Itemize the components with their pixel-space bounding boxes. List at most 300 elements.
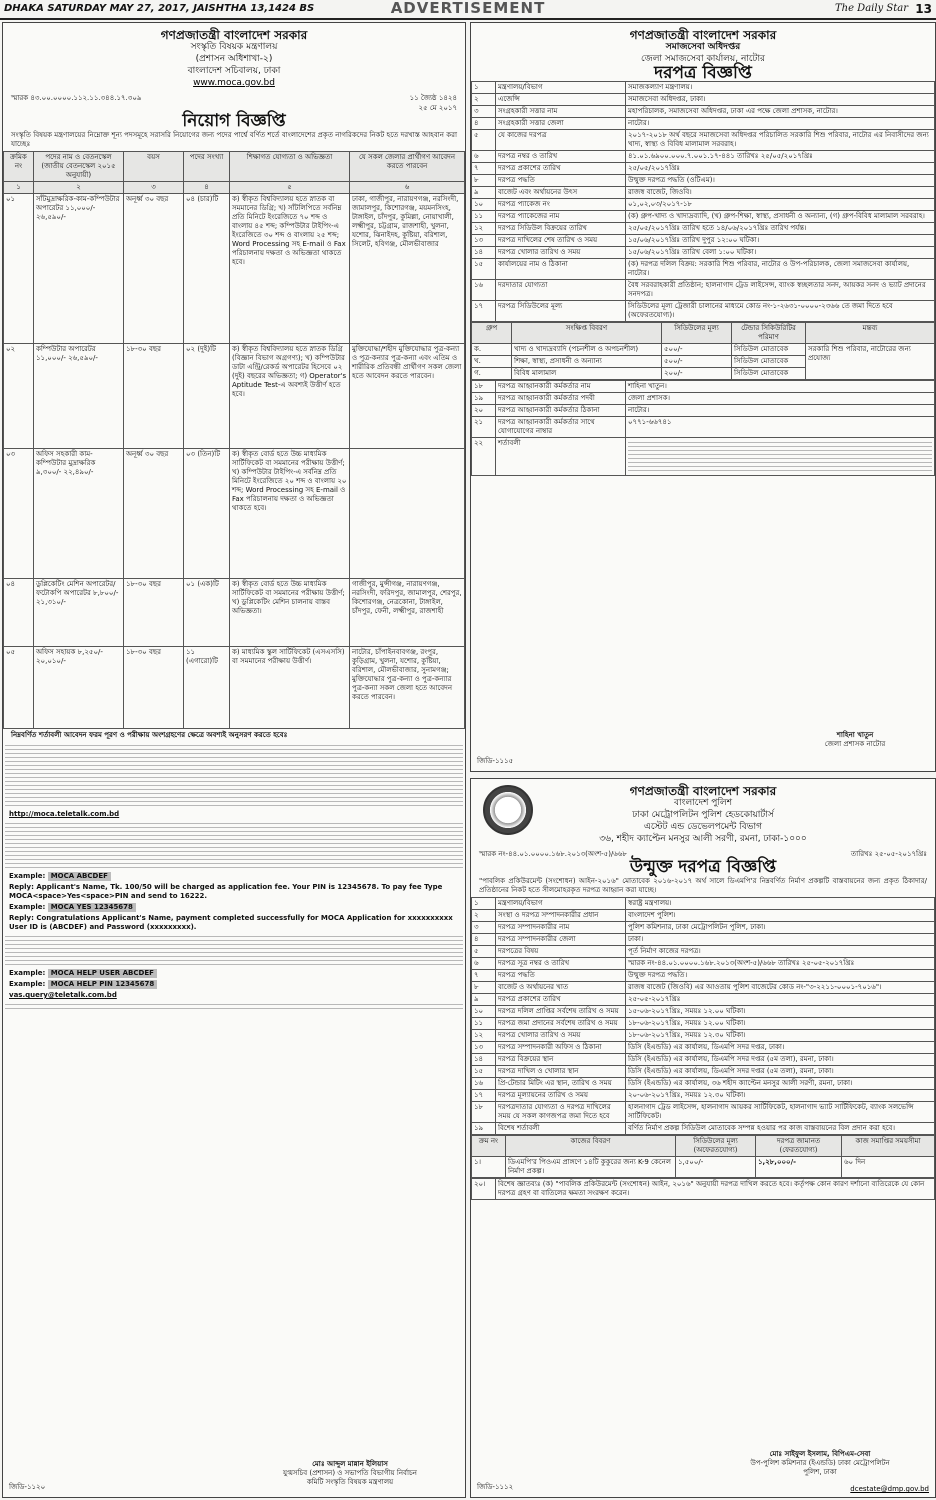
- table-row: [472, 1030, 935, 1042]
- example-sms: MOCA YES 12345678: [48, 903, 136, 912]
- memo-line: [3, 93, 465, 103]
- row-value: রাজস্ব বাজেট (জিওবি) এর আওতায় পুলিশ বাজেটের কোড নং-"৩-২২১১-০০০১-৭০১৬"।: [626, 982, 935, 994]
- row-num: ১৩: [472, 235, 496, 247]
- row-label: যে কাজের দরপত্র: [496, 130, 626, 151]
- row-label: দরপত্র সিডিউল বিক্রয়ের তারিখ: [496, 223, 626, 235]
- work-table: [471, 1135, 935, 1178]
- row-count: ১১ (এগারো)টি: [184, 647, 230, 729]
- row-label: দরপত্র মূল্যায়নের তারিখ ও সময়: [496, 1090, 626, 1102]
- work-col: সিডিউলের মূল্য (অফেরতযোগ্য): [676, 1136, 756, 1157]
- ministry-address: বাংলাদেশ সচিবালয়, ঢাকা: [187, 66, 281, 76]
- row-value: সমাজকল্যাণ মন্ত্রণালয়।: [626, 82, 935, 94]
- notice-title: নিয়োগ বিজ্ঞপ্তি: [182, 111, 286, 131]
- row-value: সমাজসেবা অধিদপ্তর, ঢাকা।: [626, 94, 935, 106]
- police-emblem-icon: [483, 785, 533, 835]
- row-value: [626, 438, 935, 476]
- row-value: পুলিশ কমিশনার, ঢাকা মেট্রোপলিটন পুলিশ, ঢাকা।: [626, 922, 935, 934]
- example-label: Example:: [9, 872, 46, 880]
- table-row: [472, 1018, 935, 1030]
- group-security: সিডিউল মোতাবেক: [732, 344, 806, 356]
- table-row: [472, 922, 935, 934]
- office-name: জেলা সমাজসেবা কার্যালয়, নাটোর: [640, 54, 766, 64]
- row-districts: মুক্তিযোদ্ধা/শহীদ মুক্তিযোদ্ধার পুত্র-কন্যা ও পুত্র-কন্যার পুত্র-কন্যা এবং এতিম ও শারীরিক প্রতিবন্ধী প্রার্থীগণ সকল জেলা হতে আবেদন করতে পারবেন।: [350, 344, 465, 449]
- row-label: দরপত্র প্রকাশের তারিখ: [496, 994, 626, 1006]
- row-value: বর্ণিত নির্মাণ প্রকল্প সিডিউল মোতাবেক সম্পন্ন হওয়ার পর কাজ বাস্তবায়নের বিল প্রদান করা হবে।: [626, 1123, 935, 1135]
- row-num: ২: [472, 94, 496, 106]
- note-num: ২০।: [472, 1179, 496, 1200]
- row-label: দরপত্র আহ্বানকারী কর্মকর্তার পদবী: [496, 393, 626, 405]
- work-col: দরপত্র জামানত (ফেরতযোগ্য): [756, 1136, 842, 1157]
- row-value: ডিসি (ইএন্ডডি) এর কার্যালয়, ডিএমপি সদর দপ্তর (৫ম তলা), রমনা, ঢাকা।: [626, 1066, 935, 1078]
- contact-email-link[interactable]: dcestate@dmp.gov.bd: [850, 1485, 929, 1493]
- row-label: এজেন্সি: [496, 94, 626, 106]
- row-num: ৪: [472, 934, 496, 946]
- row-age: অনূর্ধ্ব ৩০ বছর: [124, 449, 184, 579]
- col-count: পদের সংখ্যা: [184, 152, 230, 182]
- work-price: ১,৫০০/-: [676, 1157, 756, 1178]
- table-row: [4, 647, 465, 729]
- col-num: ১: [4, 182, 34, 194]
- row-value: ২০-০৬-২০১৭খ্রিঃ, সময়ঃ ১২.৩০ ঘটিকা।: [626, 1090, 935, 1102]
- sms-example-1: [3, 871, 465, 882]
- row-value: ১৮-০৬-২০১৭খ্রিঃ, সময়ঃ ১২.৩০ ঘটিকা।: [626, 1030, 935, 1042]
- table-row: [472, 344, 935, 356]
- row-value: ০১,০২,০৩/২০১৭-১৮: [626, 199, 935, 211]
- signer-title: উপ-পুলিশ কমিশনার (ইএন্ডডি) ঢাকা মেট্রোপলিটন পুলিশ, ঢাকা: [750, 1459, 890, 1476]
- table-row: [4, 194, 465, 344]
- group-col: সংক্ষিপ্ত বিবরণ: [512, 323, 662, 344]
- col-districts: যে সকল জেলার প্রার্থীগণ আবেদন করতে পারবেন: [350, 152, 465, 182]
- row-label: দরপত্র দাখিল ও খোলার স্থান: [496, 1066, 626, 1078]
- row-num: ১৭: [472, 301, 496, 322]
- memo-date-en: ২৫ মে ২০১৭: [418, 104, 457, 112]
- table-row: [472, 223, 935, 235]
- help-email-link[interactable]: vas.query@teletalk.com.bd: [9, 991, 117, 999]
- row-qualification: ক) স্বীকৃত বিশ্ববিদ্যালয় হতে স্নাতক বা সমমানের ডিগ্রি; খ) সাঁটলিপিতে সর্বনিম্ন প্রতি মিনিটে ইংরেজিতে ৭০ শব্দ ও বাংলায় ৪৫ শব্দ; কম্পিউটার টাইপিং-এ ইংরেজিতে ৩০ শব্দ ও বাংলায় ২৫ শব্দ; Word Processing সহ E-mail ও Fax পরিচালনায় দক্ষতা ও অভিজ্ঞতা থাকতে হবে।: [230, 194, 350, 344]
- table-row: [4, 579, 465, 647]
- row-post: ডুপ্লিকেটিং মেশিন অপারেটর/ফটোকপি অপারেটর ৮,৮০০/- ২১,৩১০/-: [34, 579, 124, 647]
- row-label: বাজেট এবং অর্থায়নের উৎস: [496, 187, 626, 199]
- row-num: ২০: [472, 405, 496, 417]
- conditions-text-3: [5, 936, 463, 965]
- row-age: ১৮-৩০ বছর: [124, 647, 184, 729]
- group-table: [471, 322, 935, 380]
- row-label: দরপত্রদাতার যোগ্যতা ও দরপত্র দাখিলের সময় যে সকল কাগজপত্র জমা দিতে হবে: [496, 1102, 626, 1123]
- col-num: ৪: [184, 182, 230, 194]
- ad-code: জিডি-১১২০: [9, 1483, 46, 1491]
- row-qualification: ক) স্বীকৃত বোর্ড হতে উচ্চ মাধ্যমিক সার্টিফিকেট বা সমমানের পরীক্ষায় উত্তীর্ণ; খ) ডুপ্লিকেটিং মেশিন চালনায় বাস্তব অভিজ্ঞতা।: [230, 579, 350, 647]
- tender-notice-natore: [470, 22, 936, 772]
- row-label: দরপত্র প্যাকেজের নাম: [496, 211, 626, 223]
- tender-table: [471, 81, 935, 322]
- row-num: ২২: [472, 438, 496, 476]
- row-label: সংগ্রহকারী সত্তার জেলা: [496, 118, 626, 130]
- row-label: দরপত্র আহ্বানকারী কর্মকর্তার সাথে যোগাযোগের নাম্বার: [496, 417, 626, 438]
- row-num: ২: [472, 910, 496, 922]
- row-value: পূর্ত নির্মাণ কাজের দরপত্র।: [626, 946, 935, 958]
- work-col: কাজ সমাপ্তির সময়সীমা: [842, 1136, 935, 1157]
- row-value: স্বরাষ্ট্র মন্ত্রণালয়।: [626, 898, 935, 910]
- row-value: ১৫/০৬/২০১৭খ্রিঃ তারিখ দুপুর ১২:০০ ঘটিকা।: [626, 235, 935, 247]
- group-id: গ.: [472, 368, 512, 380]
- left-signature-block: [275, 1460, 425, 1487]
- row-value: বৈধ সরবরাহকারী প্রতিষ্ঠান; হালনাগাদ ট্রেড লাইসেন্স, ব্যাংক স্বচ্ছলতার সনদ, আয়কর সনদ ও ভ্যাট প্রদানের সনদপত্র।: [626, 280, 935, 301]
- table-row: [472, 235, 935, 247]
- row-label: দরপত্রের বিষয়: [496, 946, 626, 958]
- table-row: [472, 381, 935, 393]
- row-label: দরপত্র দলিল প্রাপ্তির সর্বশেষ তারিখ ও সময়: [496, 1006, 626, 1018]
- row-label: দরপত্র সম্পাদনকারীর জেলা: [496, 934, 626, 946]
- table-row: [472, 247, 935, 259]
- row-value: রাজস্ব বাজেট, জিওবি।: [626, 187, 935, 199]
- row-count: ০২ (দুই)টি: [184, 344, 230, 449]
- row-value: মহাপরিচালক, সমাজসেবা অধিদপ্তর, ঢাকা এর পক্ষে জেলা প্রশাসক, নাটোর।: [626, 106, 935, 118]
- rb-signature-block: [745, 1450, 895, 1477]
- table-row: [472, 199, 935, 211]
- work-col: কাজের বিবরণ: [506, 1136, 676, 1157]
- row-num: ৬: [472, 958, 496, 970]
- row-value: জেলা প্রশাসক।: [626, 393, 935, 405]
- row-serial: ০৪: [4, 579, 34, 647]
- row-value: ৪১.০১.৬৯০০.০০০.৭.০০১.১৭-৪৪১ তারিখঃ ২৫/০৫/২০১৭খ্রিঃ: [626, 151, 935, 163]
- row-label: প্রি-টেন্ডার মিটিং এর স্থান, তারিখ ও সময়: [496, 1078, 626, 1090]
- row-value: সিডিউলের মূল্য ট্রেজারী চালানের মাধ্যমে কোড নং-১-২৬৩১-০০০০-২৩৬৬ তে জমা দিতে হবে (অফেরতযোগ্য)।: [626, 301, 935, 322]
- table-row: [472, 301, 935, 322]
- work-col: ক্রম নং: [472, 1136, 506, 1157]
- example-sms: MOCA ABCDEF: [48, 872, 111, 881]
- special-note: বিশেষ জ্ঞাতব্যঃ (ক) "পাবলিক প্রকিউরমেন্ট (সংশোধন) আইন, ২০১৬" অনুযায়ী দরপত্র দাখিল করতে হবে। কর্তৃপক্ষ কোন কারণ দর্শানো ব্যতিরেকে যে কোন দরপত্র গ্রহণ বা বাতিলের ক্ষমতা সংরক্ষণ করেন।: [496, 1179, 935, 1200]
- group-security: সিডিউল মোতাবেক: [732, 356, 806, 368]
- row-num: ১৭: [472, 1090, 496, 1102]
- gov-heading: গণপ্রজাতন্ত্রী বাংলাদেশ সরকার: [629, 784, 777, 798]
- row-label: দরপত্র আহ্বানকারী কর্মকর্তার ঠিকানা: [496, 405, 626, 417]
- row-value: ২৫/০৫/২০১৭খ্রিঃ: [626, 163, 935, 175]
- sms-example-3: [3, 968, 465, 979]
- row-num: ১২: [472, 1030, 496, 1042]
- row-value: ১৮-০৬-২০১৭খ্রিঃ, সময়ঃ ১২.০০ ঘটিকা।: [626, 1018, 935, 1030]
- row-num: ৫: [472, 130, 496, 151]
- help-email-line: [3, 990, 465, 1001]
- tender-table-2: [471, 380, 935, 476]
- table-row: [472, 1157, 935, 1178]
- row-num: ১৯: [472, 1123, 496, 1135]
- table-row: [472, 211, 935, 223]
- row-num: ৯: [472, 187, 496, 199]
- row-districts: গাজীপুর, মুন্সীগঞ্জ, নারায়ণগঞ্জ, নরসিংদী, ফরিদপুর, জামালপুর, শেরপুর, কিশোরগঞ্জ, নেত্রকোনা, টাঙ্গাইল, চাঁদপুর, ফেনী, লক্ষ্মীপুর, রাজশাহী: [350, 579, 465, 647]
- masthead: [0, 0, 936, 20]
- row-label: দরপত্র সম্পাদনকারীর নাম: [496, 922, 626, 934]
- group-security: সিডিউল মোতাবেক: [732, 368, 806, 380]
- table-row: [472, 982, 935, 994]
- row-label: সংগ্রহকারী সত্তার নাম: [496, 106, 626, 118]
- col-serial: ক্রমিক নং: [4, 152, 34, 182]
- row-num: ১৯: [472, 393, 496, 405]
- row-value: নাটোর।: [626, 118, 935, 130]
- col-num: ৬: [350, 182, 465, 194]
- table-row: [472, 118, 935, 130]
- row-label: দরপত্র পদ্ধতি: [496, 970, 626, 982]
- row-value: হালনাগাদ ট্রেড লাইসেন্স, হালনাগাদ আয়কর সার্টিফিকেট, হালনাগাদ ভ্যাট সার্টিফিকেট, ব্যাংক সলভেন্সি সার্টিফিকেট।: [626, 1102, 935, 1123]
- table-row: [472, 259, 935, 280]
- group-col: গ্রুপ: [472, 323, 512, 344]
- row-value: ঢাকা।: [626, 934, 935, 946]
- row-label: মন্ত্রণালয়/বিভাগ: [496, 898, 626, 910]
- table-row: [4, 449, 465, 579]
- tender-intro: "পাবলিক প্রকিউরমেন্ট (সংশোধন) আইন-২০১৬" মোতাবেক ২০১৬-২০১৭ অর্থ সালে ডিএমপি'র নিম্নবর্ণিত নির্মাণ প্রকল্পটি বাস্তবায়নের জন্য প্রকৃত ঠিকাদার/প্রতিষ্ঠানের নিকট হতে সীলমোহরকৃত দরপত্র আহ্বান করা যাচ্ছে।: [479, 877, 927, 894]
- row-value: (ক) গ্রুপ-খাদ্য ও খাদ্যদ্রব্যাদি, (খ) গ্রুপ-শিক্ষা, স্বাস্থ্য, প্রসাধনী ও অন্যান্য, (গ) গ্রুপ-বিবিধ মালামাল সরবরাহ।: [626, 211, 935, 223]
- group-desc: বিবিধ মালামাল: [512, 368, 662, 380]
- row-label: দরপত্র প্রকাশের তারিখ: [496, 163, 626, 175]
- row-label: দরপত্র প্যাকেজ নং: [496, 199, 626, 211]
- row-label: দরপত্র খোলার তারিখ ও সময়: [496, 247, 626, 259]
- unit-name: এস্টেট এন্ড ডেভেলপমেন্ট বিভাগ: [643, 822, 763, 832]
- row-label: কার্যালয়ের নাম ও ঠিকানা: [496, 259, 626, 280]
- signer-name: শাহিনা খাতুন: [836, 731, 874, 739]
- signer-name: মোঃ আব্দুল মান্নান ইলিয়াস: [312, 1460, 388, 1468]
- tender-notice-dmp: [470, 778, 936, 1498]
- hq-address: ৩৬, শহীদ ক্যাপ্টেন মনসুর আলী সরণী, রমনা, ঢাকা-১০০০: [599, 834, 807, 844]
- paper-name: The Daily Star: [834, 3, 908, 14]
- row-num: ১৮: [472, 381, 496, 393]
- row-num: ১২: [472, 223, 496, 235]
- sms-example-2: [3, 902, 465, 913]
- table-row: [472, 1066, 935, 1078]
- sms-reply-2: Reply: Congratulations Applicant's Name, payment completed successfully for MOCA Application for xxxxxxxxxx User ID is (ABCDEF) and Password (xxxxxxxxx).: [9, 914, 453, 931]
- row-num: ১৫: [472, 259, 496, 280]
- ministry-website-link[interactable]: www.moca.gov.bd: [193, 78, 275, 88]
- row-label: দরপত্র দাখিলের শেষ তারিখ ও সময়: [496, 235, 626, 247]
- dmp-tender-table: [471, 897, 935, 1135]
- tender-title: উন্মুক্ত দরপত্র বিজ্ঞপ্তি: [629, 857, 777, 877]
- signer-name: মোঃ সাইফুল ইসলাম, বিপিএম-সেবা: [769, 1450, 871, 1458]
- row-num: ১৬: [472, 280, 496, 301]
- row-num: ১৪: [472, 247, 496, 259]
- row-label: দরদাতার যোগ্যতা: [496, 280, 626, 301]
- row-num: ৩: [472, 106, 496, 118]
- conditions-text-2: [5, 823, 463, 868]
- row-districts: ঢাকা, গাজীপুর, নারায়ণগঞ্জ, নরসিংদী, জামালপুর, কিশোরগঞ্জ, ময়মনসিংহ, টাঙ্গাইল, চাঁদপুর, কুমিল্লা, নোয়াখালী, লক্ষ্মীপুর, চট্টগ্রাম, রাজশাহী, খুলনা, যশোর, ঝিনাইদহ, কুষ্টিয়া, বরিশাল, সিলেট, হবিগঞ্জ, মৌলভীবাজার: [350, 194, 465, 344]
- group-col: টেন্ডার সিকিউরিটির পরিমাণ: [732, 323, 806, 344]
- online-site-line: [3, 809, 465, 820]
- row-age: ১৮-৩০ বছর: [124, 344, 184, 449]
- row-value: শাহিনা খাতুন।: [626, 381, 935, 393]
- row-value: ২৫/০৫/২০১৭খ্রিঃ তারিখ হতে ১৪/০৬/২০১৭খ্রিঃ তারিখ পর্যন্ত।: [626, 223, 935, 235]
- row-value: স্মারক নং-৪৪.০১.০০০০.১৬৮.২০১৩(অংশ-৫)/৬৬৮ তারিখঃ ২৫-০৫-২০১৭খ্রিঃ: [626, 958, 935, 970]
- table-row: [472, 280, 935, 301]
- example-label: Example:: [9, 980, 46, 988]
- department-name: বাংলাদেশ পুলিশ: [673, 798, 733, 808]
- row-label: দরপত্র নম্বর ও তারিখ: [496, 151, 626, 163]
- table-row: [472, 405, 935, 417]
- group-remark: সরকারি শিশু পরিবার, নাটোরের জন্য প্রযোজ্য: [806, 344, 935, 380]
- work-duration: ৬০ দিন: [842, 1157, 935, 1178]
- row-label: দরপত্র সম্পাদনকারী অফিস ও ঠিকানা: [496, 1042, 626, 1054]
- row-label: দরপত্র আহ্বানকারী কর্মকর্তার নাম: [496, 381, 626, 393]
- row-num: ৭: [472, 163, 496, 175]
- row-districts: [350, 449, 465, 579]
- table-row: [472, 106, 935, 118]
- table-row: [472, 970, 935, 982]
- row-label: বিশেষ শর্তাবলী: [496, 1123, 626, 1135]
- row-qualification: ক) মাধ্যমিক স্কুল সার্টিফিকেট (এসএসসি) বা সমমানের পরীক্ষায় উত্তীর্ণ।: [230, 647, 350, 729]
- signer-title: যুগ্মসচিব (প্রশাসন) ও সভাপতি বিভাগীয় নির্বাচন কমিটি সংস্কৃতি বিষয়ক মন্ত্রণালয়: [283, 1469, 417, 1486]
- col-post: পদের নাম ও বেতনস্কেল (জাতীয় বেতনস্কেল ২০১৫ অনুযায়ী): [34, 152, 124, 182]
- row-num: ১: [472, 82, 496, 94]
- row-qualification: ক) স্বীকৃত বোর্ড হতে উচ্চ মাধ্যমিক সার্টিফিকেট বা সমমানের পরীক্ষায় উত্তীর্ণ; খ) কম্পিউটার টাইপিং-এ সর্বনিম্ন প্রতি মিনিটে ইংরেজিতে ২০ শব্দ ও বাংলায় ২০ শব্দ; Word Processing সহ E-mail ও Fax পরিচালনায় দক্ষতা ও অভিজ্ঞতা থাকতে হবে।: [230, 449, 350, 579]
- gov-heading: গণপ্রজাতন্ত্রী বাংলাদেশ সরকার: [160, 28, 308, 42]
- table-row: [472, 910, 935, 922]
- row-value: ডিসি (ইএন্ডডি) এর কার্যালয়, ৩৬ শহীদ ক্যাপ্টেন মনসুর আলী সরণী, রমনা, ঢাকা।: [626, 1078, 935, 1090]
- department-name: সমাজসেবা অধিদপ্তর: [665, 42, 741, 52]
- row-value: বাংলাদেশ পুলিশ।: [626, 910, 935, 922]
- row-value: নাটোর।: [626, 405, 935, 417]
- row-value: ০৭৭১-৬৬৭৪১: [626, 417, 935, 438]
- example-label: Example:: [9, 969, 46, 977]
- row-label: সংস্থা ও দরপত্র সম্পাদনকারীর প্রধান: [496, 910, 626, 922]
- row-age: অনূর্ধ্ব ৩০ বছর: [124, 194, 184, 344]
- conditions-title: নিম্নবর্ণিত শর্তাবলী আবেদন ফরম পূরণ ও পরীক্ষায় অংশগ্রহণের ক্ষেত্রে অবশ্যই অনুসরণ করতে হবেঃ: [11, 731, 288, 739]
- online-apply-link[interactable]: http://moca.teletalk.com.bd: [9, 810, 120, 818]
- conditions-text-4: [5, 1004, 463, 1009]
- row-count: ০১ (এক)টি: [184, 579, 230, 647]
- recruitment-notice: [2, 22, 466, 1498]
- note-table: [471, 1178, 935, 1200]
- row-serial: ০১: [4, 194, 34, 344]
- row-label: দরপত্র খোলার তারিখ ও সময়: [496, 1030, 626, 1042]
- table-row: [472, 1078, 935, 1090]
- rt-signature-block: [815, 731, 895, 749]
- table-row: [472, 1042, 935, 1054]
- row-num: ১০: [472, 1006, 496, 1018]
- row-num: ১১: [472, 211, 496, 223]
- notice-intro: সংস্কৃতি বিষয়ক মন্ত্রণালয়ের নিম্নোক্ত শূন্য পদসমূহে সরাসরি নিয়োগের জন্য পদের পার্শ্বে বর্ণিত শর্তে বাংলাদেশের প্রকৃত নাগরিকদের নিকট হতে দরখাস্ত আহবান করা যাচ্ছেঃ: [11, 131, 457, 148]
- row-label: মন্ত্রণালয়/বিভাগ: [496, 82, 626, 94]
- signer-title: জেলা প্রশাসক নাটোর: [824, 740, 886, 748]
- table-row: [472, 130, 935, 151]
- ministry-name: সংস্কৃতি বিষয়ক মন্ত্রণালয়: [190, 42, 278, 52]
- row-num: ৯: [472, 994, 496, 1006]
- col-num: ৫: [230, 182, 350, 194]
- table-row: [472, 163, 935, 175]
- group-price: ৫০০/-: [662, 344, 732, 356]
- memo-date-bn: ১১ জ্যৈষ্ঠ ১৪২৪: [409, 94, 457, 102]
- col-qualification: শিক্ষাগত যোগ্যতা ও অভিজ্ঞতা: [230, 152, 350, 182]
- example-sms: MOCA HELP PIN 12345678: [48, 980, 158, 989]
- table-row: [472, 151, 935, 163]
- col-num: ৩: [124, 182, 184, 194]
- row-value: (ক) দরপত্র দলিল বিক্রয়: সরকারি শিশু পরিবার, নাটোর ও উপ-পরিচালক, জেলা সমাজসেবা কার্যালয়, নাটোর।: [626, 259, 935, 280]
- table-row: [472, 898, 935, 910]
- table-row: [472, 82, 935, 94]
- row-num: ৮: [472, 982, 496, 994]
- row-label: দরপত্র পদ্ধতি: [496, 175, 626, 187]
- row-label: দরপত্র সূত্র নম্বর ও তারিখ: [496, 958, 626, 970]
- row-num: ৪: [472, 118, 496, 130]
- row-num: ২১: [472, 417, 496, 438]
- vacancy-table: [3, 151, 465, 729]
- table-row: [472, 946, 935, 958]
- table-row: [472, 1054, 935, 1066]
- group-price: ২০০/-: [662, 368, 732, 380]
- row-post: অফিস সহকারী কাম-কম্পিউটার মুদ্রাক্ষরিক ৯,৩০০/- ২২,৪৯০/-: [34, 449, 124, 579]
- sms-reply-1: Reply: Applicant's Name, Tk. 100/50 will be charged as application fee. Your PIN is 12345678. To pay fee Type MOCA<space>Yes<space>PIN and send to 16222.: [9, 883, 443, 900]
- example-label: Example:: [9, 903, 46, 911]
- group-col: সিডিউলের মূল্য: [662, 323, 732, 344]
- row-num: ১৮: [472, 1102, 496, 1123]
- row-num: ৩: [472, 922, 496, 934]
- group-desc: খাদ্য ও খাদ্যদ্রব্যাদি (পচনশীল ও অপচনশীল): [512, 344, 662, 356]
- hq-name: ঢাকা মেট্রোপলিটন পুলিশ হেডকোয়ার্টার্স: [632, 810, 774, 820]
- col-age: বয়স: [124, 152, 184, 182]
- gov-heading: গণপ্রজাতন্ত্রী বাংলাদেশ সরকার: [629, 28, 777, 42]
- conditions-text: [5, 745, 463, 806]
- group-price: ৫০০/-: [662, 356, 732, 368]
- memo-number: স্মারক নং-৪৪.০১.০০০০.১৬৮.২০১৩(অংশ-৫)/৬৬৮: [479, 850, 627, 858]
- table-row: [472, 1006, 935, 1018]
- row-num: ৭: [472, 970, 496, 982]
- row-label: দরপত্র সিডিউলের মূল্য: [496, 301, 626, 322]
- row-count: ০৩ (তিন)টি: [184, 449, 230, 579]
- table-row: [472, 1102, 935, 1123]
- row-label: শর্তাবলী: [496, 438, 626, 476]
- table-row: [472, 393, 935, 405]
- branch-name: (প্রশাসন অধিশাখা-২): [195, 54, 273, 64]
- row-num: ৬: [472, 151, 496, 163]
- row-post: কম্পিউটার অপারেটর ১১,০০০/- ২৬,৫৯০/-: [34, 344, 124, 449]
- table-row: [472, 417, 935, 438]
- table-row: [472, 958, 935, 970]
- row-value: ডিসি (ইএন্ডডি) এর কার্যালয়, ডিএমপি সদর দপ্তর, ঢাকা।: [626, 1042, 935, 1054]
- tender-title: দরপত্র বিজ্ঞপ্তি: [654, 63, 752, 83]
- row-serial: ০২: [4, 344, 34, 449]
- row-districts: নাটোর, চাঁপাইনবাবগঞ্জ, রংপুর, কুড়িগ্রাম, খুলনা, যশোর, কুষ্টিয়া, বরিশাল, মৌলভীবাজার, সুনামগঞ্জ; মুক্তিযোদ্ধার পুত্র-কন্যা ও পুত্র-কন্যার পুত্র-কন্যা সকল জেলা হতে আবেদন করতে পারবেন।: [350, 647, 465, 729]
- row-value: ২০১৭-২০১৮ অর্থ বছরে সমাজসেবা অধিদপ্তর পরিচালিত সরকারি শিশু পরিবার, নাটোর এর নিবাসীদের জন্য খাদ্য, স্বাস্থ্য ও বিবিধ মালামাল সরবরাহ।: [626, 130, 935, 151]
- table-row: [472, 438, 935, 476]
- row-num: ১৬: [472, 1078, 496, 1090]
- row-value: ২৫-০৫-২০১৭খ্রিঃ: [626, 994, 935, 1006]
- row-label: বাজেট ও অর্থায়নের খাত: [496, 982, 626, 994]
- group-col: মন্তব্য: [806, 323, 935, 344]
- table-row: [472, 994, 935, 1006]
- row-num: ৮: [472, 175, 496, 187]
- col-num: ২: [34, 182, 124, 194]
- page-number: 13: [915, 2, 932, 16]
- table-row: [472, 187, 935, 199]
- row-num: ১৫: [472, 1066, 496, 1078]
- ad-code: জিডি-১১১২: [477, 1483, 514, 1491]
- row-num: ১০: [472, 199, 496, 211]
- issue-date: DHAKA SATURDAY MAY 27, 2017, JAISHTHA 13,1424 BS: [4, 3, 315, 14]
- work-desc: ডিএমপি'র পিওএম প্রাঙ্গণে ১৪টি কুকুরের জন্য K-9 কেনেল নির্মাণ প্রকল্প।: [506, 1157, 676, 1178]
- row-label: দরপত্র বিক্রয়ের স্থান: [496, 1054, 626, 1066]
- table-row: [472, 1123, 935, 1135]
- ad-code: জিডি-১১১৫: [477, 757, 514, 765]
- row-serial: ০৩: [4, 449, 34, 579]
- table-row: [472, 1090, 935, 1102]
- row-value: উন্মুক্ত দরপত্র পদ্ধতি (ওটিএম)।: [626, 175, 935, 187]
- row-num: ১৪: [472, 1054, 496, 1066]
- row-num: ১: [472, 898, 496, 910]
- work-security: ১,২৮,০০০/-: [756, 1157, 842, 1178]
- row-serial: ০৫: [4, 647, 34, 729]
- row-age: ১৮-৩০ বছর: [124, 579, 184, 647]
- row-num: ৫: [472, 946, 496, 958]
- row-label: দরপত্র জমা প্রদানের সর্বশেষ তারিখ ও সময়: [496, 1018, 626, 1030]
- row-value: ১৫-০৬-২০১৭খ্রিঃ, সময়ঃ ১২.০০ ঘটিকা।: [626, 1006, 935, 1018]
- row-num: ১৩: [472, 1042, 496, 1054]
- row-value: ১৫/০৬/২০১৭খ্রিঃ তারিখ বেলা ১:০০ ঘটিকা।: [626, 247, 935, 259]
- table-row: [472, 1179, 935, 1200]
